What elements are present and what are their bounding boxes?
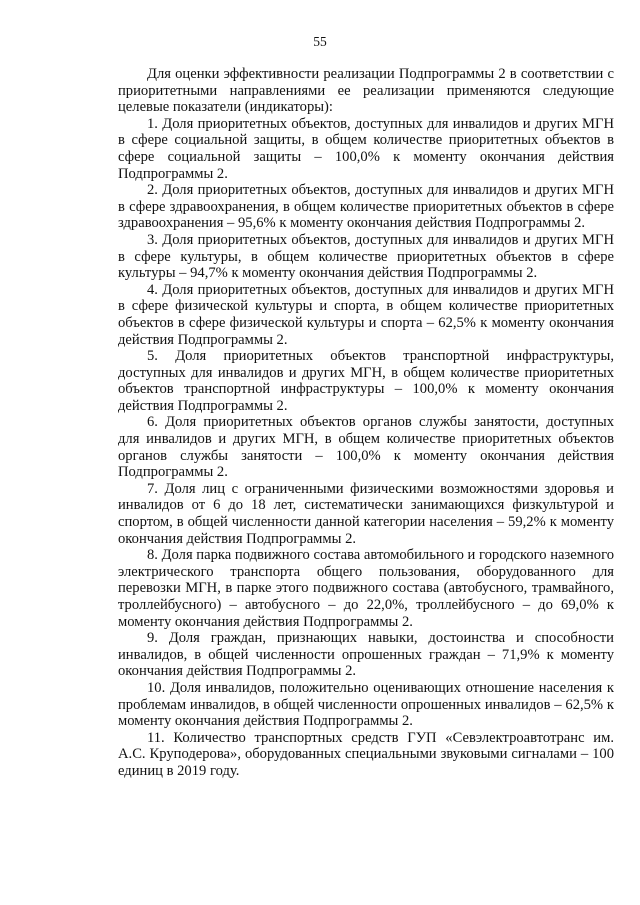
indicator-item-8: 8. Доля парка подвижного состава автомобильного и городского наземного электрического транспорта общего пользования, оборудованного для перевозки МГН, в парке этого подвижного состава (автобусного, трамвайного, троллейбусного) – автобусного – до 22,0%, троллейбусного – до 69,0% к моменту окончания действия Подпрограммы 2. xyxy=(118,547,614,630)
indicator-item-5: 5. Доля приоритетных объектов транспортной инфраструктуры, доступных для инвалидов и других МГН, в общем количестве приоритетных объектов транспортной инфраструктуры – 100,0% к моменту окончания действия Подпрограммы 2. xyxy=(118,348,614,414)
indicator-item-7: 7. Доля лиц с ограниченными физическими возможностями здоровья и инвалидов от 6 до 18 лет, систематически занимающихся физкультурой и спортом, в общей численности данной категории населения – 59,2% к моменту окончания действия Подпрограммы 2. xyxy=(118,480,614,547)
indicator-item-11: 11. Количество транспортных средств ГУП «Севэлектроавтотранс им. А.С. Круподерова», оборудованных специальными звуковыми сигналами – 100 единиц в 2019 году. xyxy=(118,729,614,779)
indicator-item-4: 4. Доля приоритетных объектов, доступных для инвалидов и других МГН в сфере физической культуры и спорта, в общем количестве приоритетных объектов в сфере физической культуры и спорта – 62,5% к моменту окончания действия Подпрограммы 2. xyxy=(118,281,614,348)
indicator-item-1: 1. Доля приоритетных объектов, доступных для инвалидов и других МГН в сфере социальной защиты, в общем количестве приоритетных объектов в сфере социальной защиты – 100,0% к моменту окончания действия Подпрограммы 2. xyxy=(118,115,614,182)
intro-paragraph: Для оценки эффективности реализации Подпрограммы 2 в соответствии с приоритетными направлениями ее реализации применяются следующие целевые показатели (индикаторы): xyxy=(118,66,614,116)
indicator-item-10: 10. Доля инвалидов, положительно оценивающих отношение населения к проблемам инвалидов, в общей численности опрошенных инвалидов – 62,5% к моменту окончания действия Подпрограммы 2. xyxy=(118,679,614,730)
indicator-item-3: 3. Доля приоритетных объектов, доступных для инвалидов и других МГН в сфере культуры, в общем количестве приоритетных объектов в сфере культуры – 94,7% к моменту окончания действия Подпрограммы 2. xyxy=(118,231,614,282)
indicator-item-9: 9. Доля граждан, признающих навыки, достоинства и способности инвалидов, в общей численности опрошенных граждан – 71,9% к моменту окончания действия Подпрограммы 2. xyxy=(118,630,614,680)
indicator-item-6: 6. Доля приоритетных объектов органов службы занятости, доступных для инвалидов и других МГН, в общем количестве приоритетных объектов органов службы занятости – 100,0% к моменту окончания действия Подпрограммы 2. xyxy=(118,414,614,481)
document-body xyxy=(118,66,614,780)
indicator-item-2: 2. Доля приоритетных объектов, доступных для инвалидов и других МГН в сфере здравоохранения, в общем количестве приоритетных объектов в сфере здравоохранения – 95,6% к моменту окончания действия Подпрограммы 2. xyxy=(118,182,614,232)
page-number: 55 xyxy=(313,34,327,49)
